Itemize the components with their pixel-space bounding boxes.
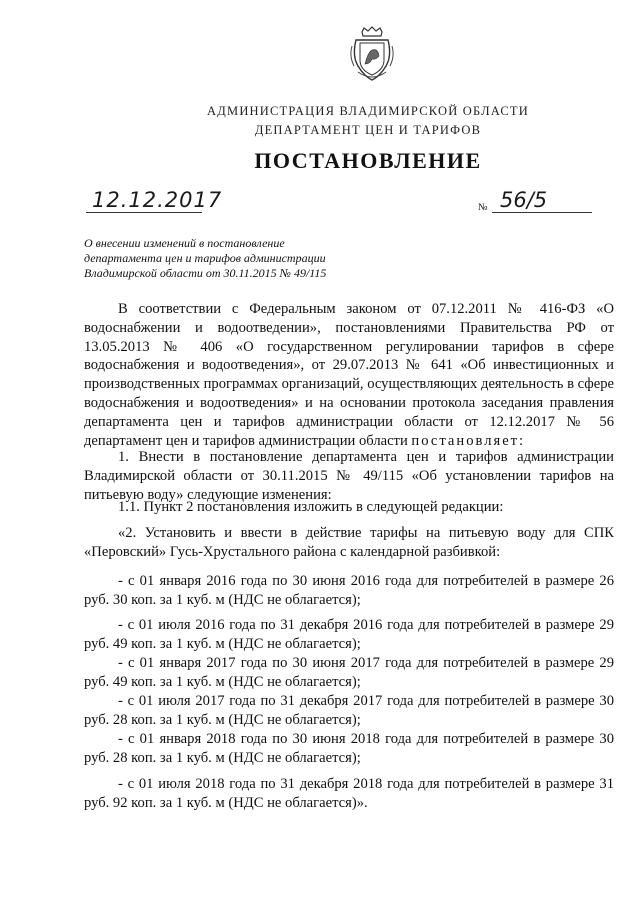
subject-line: Владимирской области от 30.11.2015 № 49/115: [84, 266, 327, 280]
document-number: 56/5: [500, 188, 548, 212]
number-underline: [492, 212, 592, 213]
tariff-list-item: - с 01 июля 2017 года по 31 декабря 2017 года для потребителей в размере 30 руб. 28 коп. за 1 куб. м (НДС не облагается);: [84, 693, 614, 728]
organization-name: АДМИНИСТРАЦИЯ ВЛАДИМИРСКОЙ ОБЛАСТИ: [207, 104, 529, 118]
document-subject: [84, 236, 384, 281]
clause-1: 1. Внести в постановление департамента цен и тарифов администрации Владимирской области от 30.11.2015 № 49/115 «Об установлении тарифов на питьевую воду» следующие изменения:: [84, 449, 614, 503]
clause-2: «2. Установить и ввести в действие тарифы на питьевую воду для СПК «Перовский» Гусь-Хрустального района с календарной разбивкой:: [84, 525, 614, 560]
tariff-list-item: - с 01 июля 2016 года по 31 декабря 2016 года для потребителей в размере 29 руб. 49 коп. за 1 куб. м (НДС не облагается);: [84, 617, 614, 652]
document-title: ПОСТАНОВЛЕНИЕ: [254, 148, 482, 173]
tariff-list-item: - с 01 января 2018 года по 30 июня 2018 года для потребителей в размере 30 руб. 28 коп. за 1 куб. м (НДС не облагается);: [84, 731, 614, 766]
number-prefix: №: [478, 202, 488, 213]
preamble-keyword: постановляет:: [411, 432, 526, 449]
department-name: ДЕПАРТАМЕНТ ЦЕН И ТАРИФОВ: [254, 123, 482, 137]
preamble-paragraph: [84, 300, 614, 450]
tariff-list-item: - с 01 января 2016 года по 30 июня 2016 года для потребителей в размере 26 руб. 30 коп. за 1 куб. м (НДС не облагается);: [84, 573, 614, 608]
subject-line: О внесении изменений в постановление: [84, 236, 285, 250]
date-underline: [86, 212, 202, 213]
subject-line: департамента цен и тарифов администрации: [84, 251, 326, 265]
tariff-list-item: - с 01 января 2017 года по 30 июня 2017 года для потребителей в размере 29 руб. 49 коп. за 1 куб. м (НДС не облагается);: [84, 655, 614, 690]
preamble-text: В соответствии с Федеральным законом от 07.12.2011 № 416-ФЗ «О водоснабжении и водоотведении», постановлениями Правительства РФ от 13.05.2013 № 406 «О государственном регулировании тарифов в сфере водоснабжения и водоотведения», от 29.07.2013 № 641 «Об инвестиционных и производственных программах организаций, осуществляющих деятельность в сфере водоснабжения и водоотведения» и на основании протокола заседания правления департамента цен и тарифов администрации области от 12.12.2017 № 56 департамент цен и тарифов администрации области: [84, 301, 614, 449]
document-date: 12.12.2017: [92, 188, 223, 212]
clause-1-1: 1.1. Пункт 2 постановления изложить в следующей редакции:: [118, 499, 504, 515]
tariff-list-item: - с 01 июля 2018 года по 31 декабря 2018 года для потребителей в размере 31 руб. 92 коп. за 1 куб. м (НДС не облагается)».: [84, 776, 614, 811]
coat-of-arms-icon: [348, 26, 396, 82]
